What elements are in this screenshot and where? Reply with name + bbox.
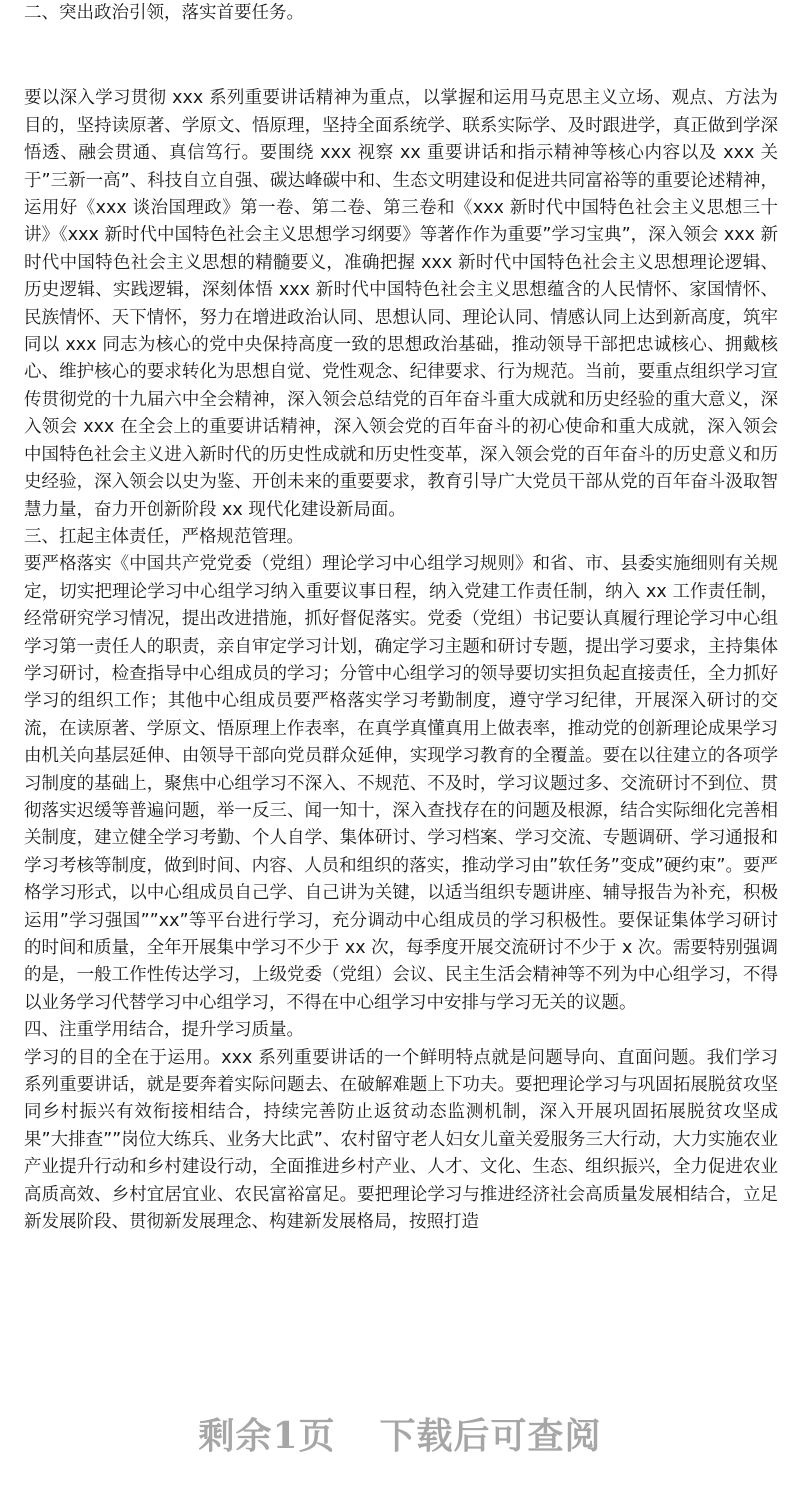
section-heading-2: 二、突出政治引领，落实首要任务。 (24, 3, 304, 23)
remaining-pages-label: 剩余1页 (198, 1415, 336, 1457)
section-heading-3: 三、扛起主体责任，严格规范管理。 (24, 526, 304, 547)
download-prompt[interactable] (0, 1408, 800, 1459)
section-gap (24, 27, 778, 85)
download-to-view-label: 下载后可查阅 (379, 1415, 602, 1457)
document-body (24, 0, 778, 1236)
paragraph-section-3: 要严格落实《中国共产党党委（党组）理论学习中心组学习规则》和省、市、县委实施细则有关规定，切实把理论学习中心组学习纳入重要议事日程，纳入党建工作责任制，纳入 xx 工作责任制，经常研究学习情况，提出改进措施，抓好督促落实。党委（党组）书记要认真履行理论学习中心组学习第一责任人的职责，亲自审定学习计划，确定学习主题和研讨专题，提出学习要求，主持集体学习研讨，检查指导中心组成员的学习；分管中心组学习的领导要切实担负起直接责任，全力抓好学习的组织工作；其他中心组成员要严格落实学习考勤制度，遵守学习纪律，开展深入研讨的交流，在读原著、学原文、悟原理上作表率，在真学真懂真用上做表率，推动党的创新理论成果学习由机关向基层延伸、由领导干部向党员群众延伸，实现学习教育的全覆盖。要在以往建立的各项学习制度的基础上，聚焦中心组学习不深入、不规范、不及时，学习议题过多、交流研讨不到位、贯彻落实迟缓等普遍问题，举一反三、闻一知十，深入查找存在的问题及根源，结合实际细化完善相关制度，建立健全学习考勤、个人自学、集体研讨、学习档案、学习交流、专题调研、学习通报和学习考核等制度，做到时间、内容、人员和组织的落实，推动学习由”软任务”变成”硬约束”。要严格学习形式，以中心组成员自己学、自己讲为关键，以适当组织专题讲座、辅导报告为补充，积极运用”学习强国””xx”等平台进行学习，充分调动中心组成员的学习积极性。要保证集体学习研讨的时间和质量，全年开展集中学习不少于 xx 次，每季度开展交流研讨不少于 x 次。需要特别强调的是，一般工作性传达学习，上级党委（党组）会议、民主生活会精神等不列为中心组学习，不得以业务学习代替学习中心组学习，不得在中心组学习中安排与学习无关的议题。 (24, 554, 778, 1013)
section-heading-4: 四、注重学用结合，提升学习质量。 (24, 1020, 304, 1041)
paragraph-section-2: 要以深入学习贯彻 xxx 系列重要讲话精神为重点，以掌握和运用马克思主义立场、观点、方法为目的，坚持读原著、学原文、悟原理，坚持全面系统学、联系实际学、及时跟进学，真正做到学深悟透、融会贯通、真信笃行。要围绕 xxx 视察 xx 重要讲话和指示精神等核心内容以及 xxx 关于”三新一高”、科技自立自强、碳达峰碳中和、生态文明建设和促进共同富裕等的重要论述精神，运用好《xxx 谈治国理政》第一卷、第二卷、第三卷和《xxx 新时代中国特色社会主义思想三十讲》《xxx 新时代中国特色社会主义思想学习纲要》等著作作为重要”学习宝典”，深入领会 xxx 新时代中国特色社会主义思想的精髓要义，准确把握 xxx 新时代中国特色社会主义思想理论逻辑、历史逻辑、实践逻辑，深刻体悟 xxx 新时代中国特色社会主义思想蕴含的人民情怀、家国情怀、民族情怀、天下情怀，努力在增进政治认同、思想认同、理论认同、情感认同上达到新高度，筑牢同以 xxx 同志为核心的党中央保持高度一致的思想政治基础，推动领导干部把忠诚核心、拥戴核心、维护核心的要求转化为思想自觉、党性观念、纪律要求、行为规范。当前，要重点组织学习宣传贯彻党的十九届六中全会精神，深入领会总结党的百年奋斗重大成就和历史经验的重大意义，深入领会 xxx 在全会上的重要讲话精神，深入领会党的百年奋斗的初心使命和重大成就，深入领会中国特色社会主义进入新时代的历史性成就和历史性变革，深入领会党的百年奋斗的历史意义和历史经验，深入领会以史为鉴、开创未来的重要要求，教育引导广大党员干部从党的百年奋斗汲取智慧力量，奋力开创新阶段 xx 现代化建设新局面。 (24, 88, 778, 520)
paragraph-section-4: 学习的目的全在于运用。xxx 系列重要讲话的一个鲜明特点就是问题导向、直面问题。我们学习系列重要讲话，就是要奔着实际问题去、在破解难题上下功夫。要把理论学习与巩固拓展脱贫攻坚同乡村振兴有效衔接相结合，持续完善防止返贫动态监测机制，深入开展巩固拓展脱贫攻坚成果”大排查””岗位大练兵、业务大比武”、农村留守老人妇女儿童关爱服务三大行动，大力实施农业产业提升行动和乡村建设行动，全面推进乡村产业、人才、文化、生态、组织振兴，全力促进农业高质高效、乡村宜居宜业、农民富裕富足。要把理论学习与推进经济社会高质量发展相结合，立足新发展阶段、贯彻新发展理念、构建新发展格局，按照打造 (24, 1047, 778, 1233)
